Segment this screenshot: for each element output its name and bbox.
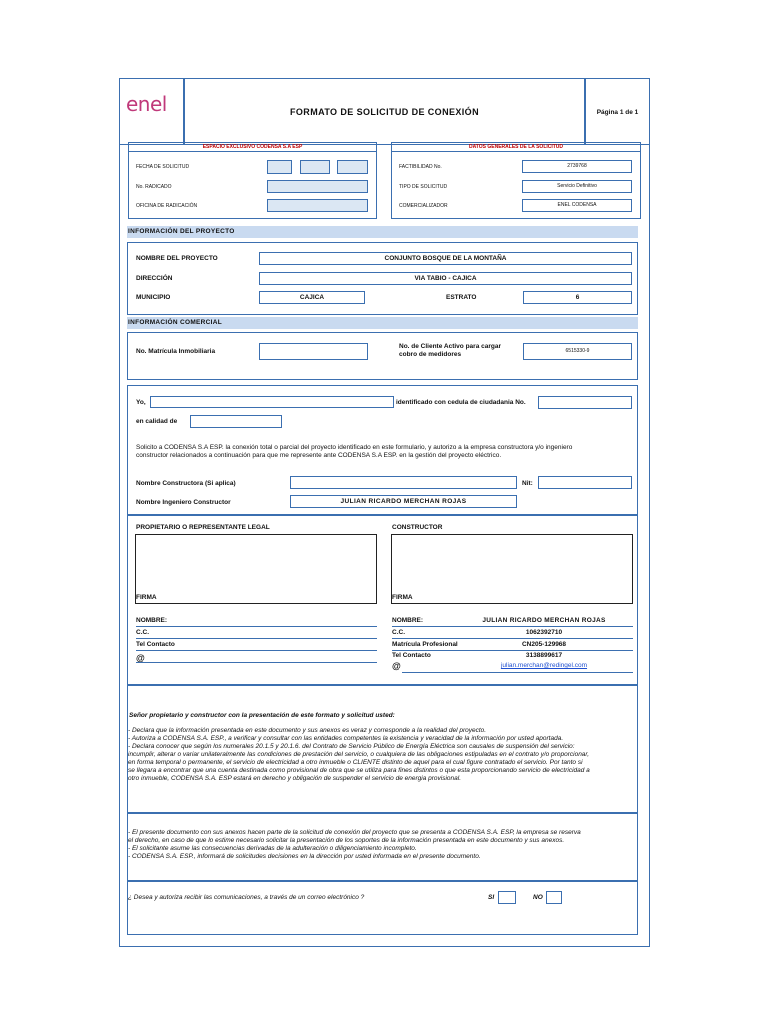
constructor-tel-value: 3138899617	[525, 652, 563, 659]
anexos-line: - El presente documento con sus anexos hacen parte de la solicitud de conexión del proyecto que se presenta a CODENSA S.A. ESP, la empresa se reserva	[128, 829, 581, 836]
estrato-field[interactable]: 6	[523, 291, 632, 304]
no-checkbox[interactable]	[546, 891, 562, 904]
fecha-month-field[interactable]	[300, 160, 330, 174]
fecha-day-field[interactable]	[267, 160, 292, 174]
notas-line: otro inmueble, CODENSA S.A. ESP estará en derecho y obligación de suspender el servicio de energia provisional.	[128, 775, 462, 782]
fecha-year-field[interactable]	[337, 160, 368, 174]
notas-line: - Declara conocer que según los numerales 20.1.5 y 20.1.6. del Contrato de Servicio Público de Energía Eléctrica son causales de suspensión del servicio:	[128, 743, 575, 750]
propietario-cc-line[interactable]	[136, 638, 377, 639]
propietario-firma-label: FIRMA	[136, 594, 157, 601]
solicito-text-line2: constructor relacionados a continuación para que me represente ante CODENSA S.A ESP. en la gestión del proyecto eléctrico.	[136, 452, 502, 459]
radicado-field[interactable]	[267, 180, 368, 193]
nit-field[interactable]	[538, 476, 632, 489]
calidad-label: en calidad de	[136, 418, 178, 425]
codensa-box-title: ESPACIO EXCLUSIVO CODENSA S.A ESP	[202, 144, 303, 150]
nit-label: Nit:	[522, 480, 533, 487]
solicito-text-line1: Solicito a CODENSA S.A ESP. la conexión total o parcial del proyecto identificado en este formulario, y autorizo a la empresa constructora y/o ingeniero	[136, 444, 573, 451]
constructor-signature-box[interactable]	[391, 534, 633, 604]
anexos-line: - CODENSA S.A. ESP., informará de solicitudes decisiones en la dirección por usted informada en el presente documento.	[128, 853, 481, 860]
municipio-field[interactable]: CAJICA	[259, 291, 365, 304]
propietario-title: PROPIETARIO O REPRESENTANTE LEGAL	[136, 524, 270, 531]
radicado-label: No. RADICADO	[136, 184, 172, 190]
comercializador-field[interactable]: ENEL CODENSA	[522, 199, 632, 212]
propietario-signature-box[interactable]	[135, 534, 377, 604]
constructor-nombre-line	[392, 626, 633, 627]
tipo-solicitud-field[interactable]: Servicio Definitivo	[522, 180, 632, 193]
notas-line: en forma temporal o permanente, el servicio de electricidad a otro inmueble o CLIENTE distinto de aquel para el cual figure contratado el servicio. Por tanto si	[128, 759, 583, 766]
identificado-label: identificado con cedula de ciudadania No.	[396, 399, 526, 406]
constructor-email-line	[402, 672, 633, 673]
constructor-nombre-value: JULIAN RICARDO MERCHAN ROJAS	[482, 617, 606, 624]
cedula-field[interactable]	[538, 396, 632, 409]
enel-logo: enel	[126, 92, 167, 116]
solicito-text	[136, 444, 572, 460]
ingeniero-label: Nombre Ingeniero Constructor	[136, 499, 231, 506]
no-label: NO	[533, 894, 543, 901]
notas-line: incumplir, alterar o variar unilateralmente las condiciones de prestación del servicio, o cualquiera de las obligaciones estipuladas en el contrato y/o proporcionar,	[128, 751, 590, 758]
nombre-proyecto-field[interactable]: CONJUNTO BOSQUE DE LA MONTAÑA	[259, 252, 632, 265]
propietario-nombre-line[interactable]	[136, 626, 377, 627]
comercial-section-header: INFORMACIÓN COMERCIAL	[127, 317, 638, 329]
correo-question: ¿ Desea y autoriza recibir las comunicaciones, a través de un correo electrónico ?	[128, 894, 365, 901]
estrato-label: ESTRATO	[446, 294, 477, 301]
propietario-tel-label: Tel Contacto	[136, 641, 175, 648]
fecha-label: FECHA DE SOLICITUD	[136, 164, 190, 170]
constructor-title: CONSTRUCTOR	[392, 524, 443, 531]
page-title: FORMATO DE SOLICITUD DE CONEXIÓN	[184, 78, 585, 145]
cliente-activo-field[interactable]: 6515330-9	[523, 343, 632, 360]
comercializador-label: COMERCIALIZADOR	[399, 203, 448, 209]
propietario-nombre-label: NOMBRE:	[136, 617, 168, 624]
propietario-cc-label: C.C.	[136, 629, 149, 636]
notas-line: - Autoriza a CODENSA S.A. ESP., a verificar y consultar con las entidades competentes la existencia y veracidad de la información por usted aportada.	[128, 735, 564, 742]
constructor-matricula-value: CN205-129968	[521, 641, 567, 648]
anexos-line: - El solicitante asume las consecuencias derivadas de la adulteración o diligenciamiento incompleto.	[128, 845, 417, 852]
constructora-field[interactable]	[290, 476, 517, 489]
yo-field[interactable]	[150, 396, 394, 408]
codensa-box-divider	[128, 151, 377, 152]
correo-box	[127, 881, 638, 935]
yo-label: Yo,	[136, 399, 146, 406]
cliente-activo-label	[399, 343, 501, 359]
nombre-proyecto-label: NOMBRE DEL PROYECTO	[136, 255, 218, 262]
calidad-field[interactable]	[190, 415, 282, 428]
ingeniero-field[interactable]: JULIAN RICARDO MERCHAN ROJAS	[290, 495, 517, 508]
page-number: Página 1 de 1	[585, 78, 650, 145]
si-label: SI	[488, 894, 495, 901]
constructor-cc-line	[392, 638, 633, 639]
cliente-activo-label-line2: cobro de medidores	[399, 351, 462, 358]
anexos-line: el derecho, en caso de que lo estime necesario solicitar la presentación de los soportes de la información presentada en este documento y sus anexos.	[128, 837, 565, 844]
factibilidad-field[interactable]: 2739768	[522, 160, 632, 173]
anexos-list	[128, 829, 581, 861]
propietario-tel-line[interactable]	[136, 650, 377, 651]
constructor-firma-label: FIRMA	[392, 594, 413, 601]
constructor-nombre-label: NOMBRE:	[392, 617, 424, 624]
direccion-label: DIRECCIÓN	[136, 275, 173, 282]
notas-line: - Declara que la información presentada en este documento y sus anexos es veraz y corresponde a la realidad del proyecto.	[128, 727, 487, 734]
direccion-field[interactable]: VIA TABIO - CAJICA	[259, 272, 632, 285]
constructor-email-at: @	[392, 661, 401, 671]
factibilidad-label: FACTIBILIDAD No.	[399, 164, 442, 170]
constructor-cc-value: 1062392710	[525, 629, 563, 636]
constructor-matricula-label: Matrícula Profesional	[392, 641, 458, 648]
matricula-inmobiliaria-label: No. Matrícula Inmobiliaria	[136, 348, 216, 355]
datos-box-title: DATOS GENERALES DE LA SOLICITUD	[468, 144, 564, 150]
notas-line: se llegara a encontrar que una cuenta destinada como provisional de obra que se utiliza para fines distintos o que esta proporcionando servicio de electricidad a	[128, 767, 590, 774]
propietario-email-line[interactable]	[136, 662, 377, 663]
si-checkbox[interactable]	[498, 891, 516, 904]
constructor-cc-label: C.C.	[392, 629, 405, 636]
constructor-matricula-line	[392, 650, 633, 651]
constructor-email-link[interactable]: julian.merchan@redingel.com	[500, 662, 588, 669]
tipo-solicitud-label: TIPO DE SOLICITUD	[399, 184, 448, 190]
constructora-label: Nombre Constructora (Si aplica)	[136, 480, 236, 487]
propietario-email-at: @	[136, 653, 145, 663]
notas-list	[128, 727, 590, 783]
oficina-label: OFICINA DE RADICACIÓN	[136, 203, 198, 209]
oficina-field[interactable]	[267, 199, 368, 212]
constructor-tel-label: Tel Contacto	[392, 652, 431, 659]
municipio-label: MUNICIPIO	[136, 294, 171, 301]
cliente-activo-label-line1: No. de Cliente Activo para cargar	[399, 343, 501, 350]
datos-box-divider	[391, 151, 641, 152]
matricula-inmobiliaria-field[interactable]	[259, 343, 368, 360]
proyecto-section-header: INFORMACIÓN DEL PROYECTO	[127, 226, 638, 238]
notas-intro: Señor propietario y constructor con la presentación de este formato y solicitud usted:	[129, 712, 395, 719]
